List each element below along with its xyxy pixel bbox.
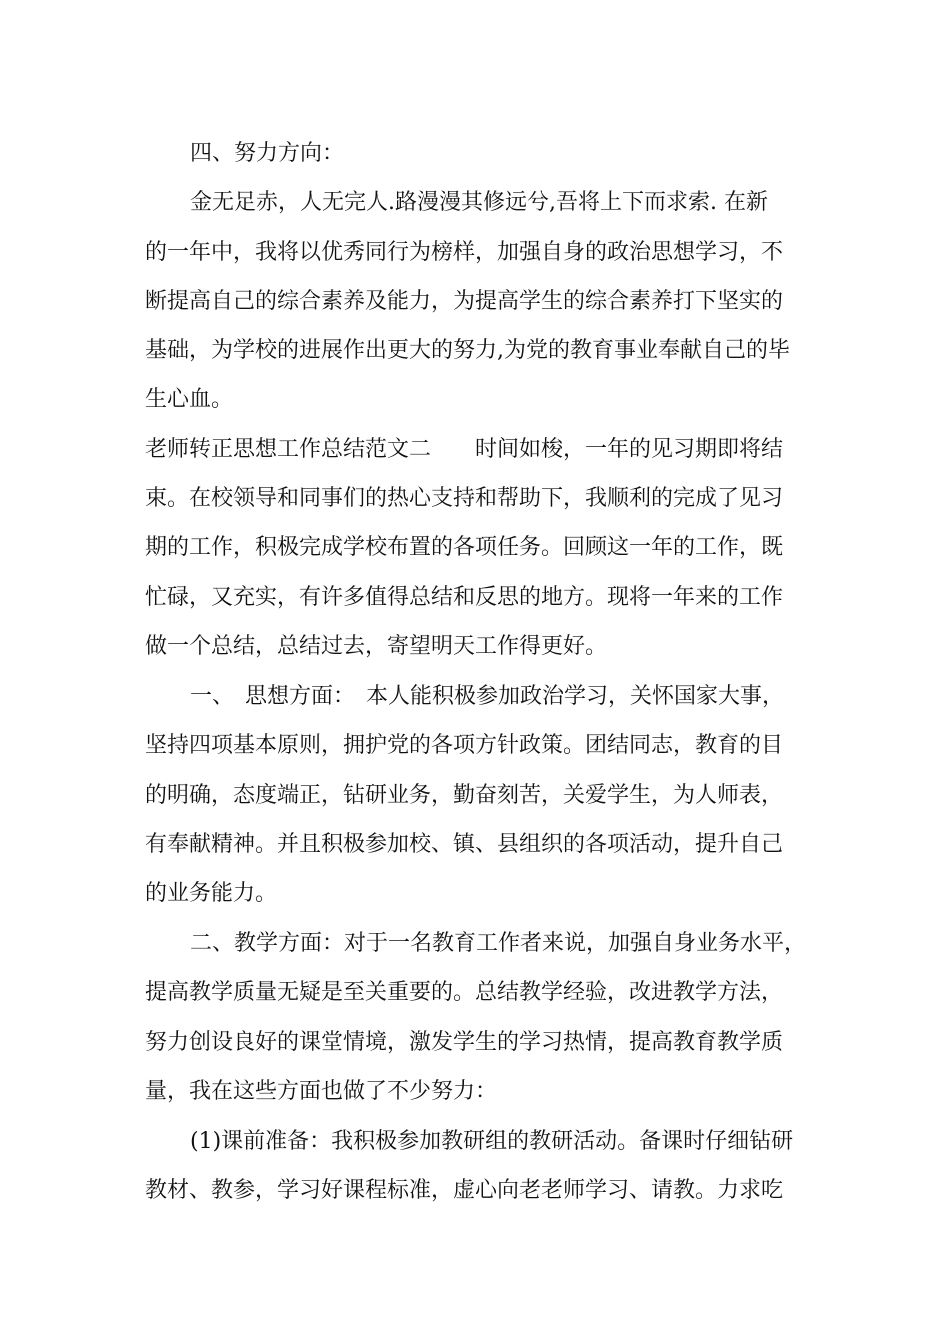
text-line: 努力创设良好的课堂情境，激发学生的学习热情，提高教育教学质 xyxy=(145,1030,784,1055)
text-line: (1)课前准备：我积极参加教研组的教研活动。备课时仔细钻研 xyxy=(190,1129,794,1154)
text-line: 量，我在这些方面也做了不少努力： xyxy=(145,1079,498,1104)
heading-direction: 四、努力方向： xyxy=(190,141,345,166)
text-line: 教材、教参，学习好课程标准，虚心向老老师学习、请教。力求吃 xyxy=(145,1178,784,1203)
text-line: 的一年中，我将以优秀同行为榜样，加强自身的政治思想学习，不 xyxy=(145,240,784,265)
text-line: 坚持四项基本原则，拥护党的各项方针政策。团结同志，教育的目 xyxy=(145,733,784,758)
text-line: 忙碌，又充实，有许多值得总结和反思的地方。现将一年来的工作 xyxy=(145,585,784,610)
text-line: 的业务能力。 xyxy=(145,881,278,906)
section-title-line: 老师转正思想工作总结范文二 时间如梭，一年的见习期即将结 xyxy=(145,437,784,462)
text-line: 提高教学质量无疑是至关重要的。总结教学经验，改进教学方法， xyxy=(145,980,784,1005)
text-line: 二、教学方面：对于一名教育工作者来说，加强自身业务水平， xyxy=(190,931,807,956)
text-line: 一、 思想方面： 本人能积极参加政治学习，关怀国家大事， xyxy=(190,684,785,709)
text-line: 做一个总结，总结过去，寄望明天工作得更好。 xyxy=(145,634,608,659)
text-line: 生心血。 xyxy=(145,387,234,412)
text-line: 的明确，态度端正，钻研业务，勤奋刻苦，关爱学生，为人师表， xyxy=(145,783,784,808)
text-line: 断提高自己的综合素养及能力，为提高学生的综合素养打下坚实的 xyxy=(145,289,784,314)
text-line: 期的工作，积极完成学校布置的各项任务。回顾这一年的工作，既 xyxy=(145,535,784,560)
text-line: 基础，为学校的进展作出更大的努力,为党的教育事业奉献自己的毕 xyxy=(145,338,790,363)
text-line: 有奉献精神。并且积极参加校、镇、县组织的各项活动，提升自己 xyxy=(145,832,784,857)
text-line: 束。在校领导和同事们的热心支持和帮助下，我顺利的完成了见习 xyxy=(145,486,784,511)
text-line: 金无足赤，人无完人.路漫漫其修远兮,吾将上下而求索. 在新 xyxy=(190,190,768,215)
